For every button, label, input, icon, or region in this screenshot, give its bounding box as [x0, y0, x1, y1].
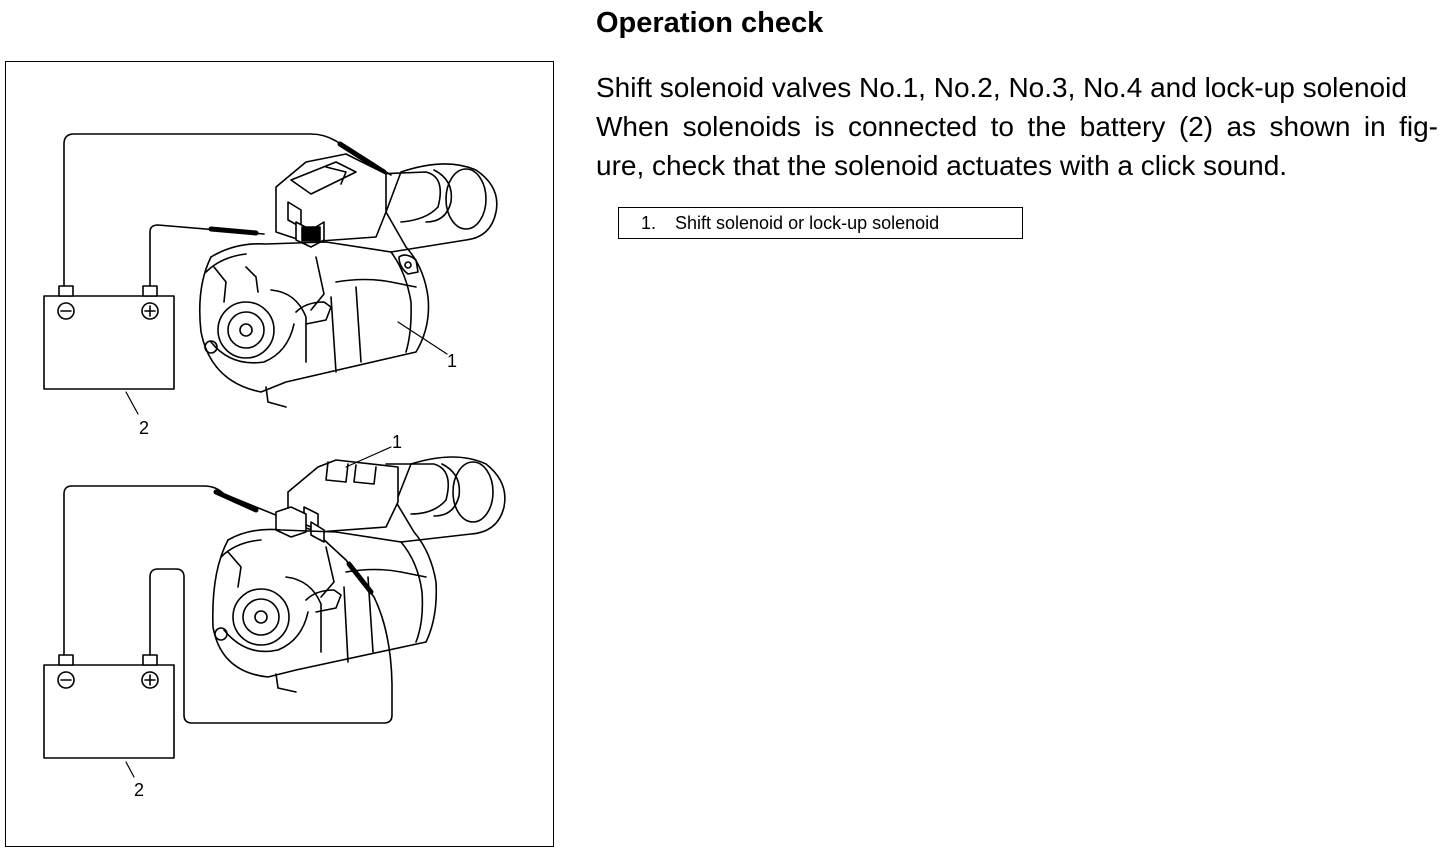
battery-bottom-icon	[44, 655, 174, 758]
callout-leader	[126, 762, 134, 777]
callout-battery-top: 2	[139, 418, 150, 438]
operation-check-instructions	[596, 68, 1438, 185]
bottom-test-setup	[44, 447, 505, 777]
figure-legend	[618, 207, 1023, 239]
battery-top-icon	[44, 286, 174, 389]
solenoid-test-figure	[5, 61, 554, 847]
callout-leader	[126, 392, 138, 414]
legend-item-text: Shift solenoid or lock-up solenoid	[675, 213, 940, 233]
instruction-line-2: When solenoids is connected to the battery (2) as shown in fig-	[596, 111, 1438, 142]
instruction-line-1: Shift solenoid valves No.1, No.2, No.3, No.4 and lock-up solenoid	[596, 72, 1407, 103]
callout-battery-bottom: 2	[134, 780, 145, 800]
section-title: Operation check	[596, 7, 824, 39]
instruction-line-3: ure, check that the solenoid actuates with a click sound.	[596, 150, 1288, 181]
callout-solenoid-top: 1	[447, 351, 458, 371]
callout-leader	[398, 322, 447, 354]
legend-item-number: 1.	[641, 213, 657, 233]
callout-solenoid-bottom: 1	[392, 432, 403, 452]
top-test-setup	[44, 134, 497, 414]
